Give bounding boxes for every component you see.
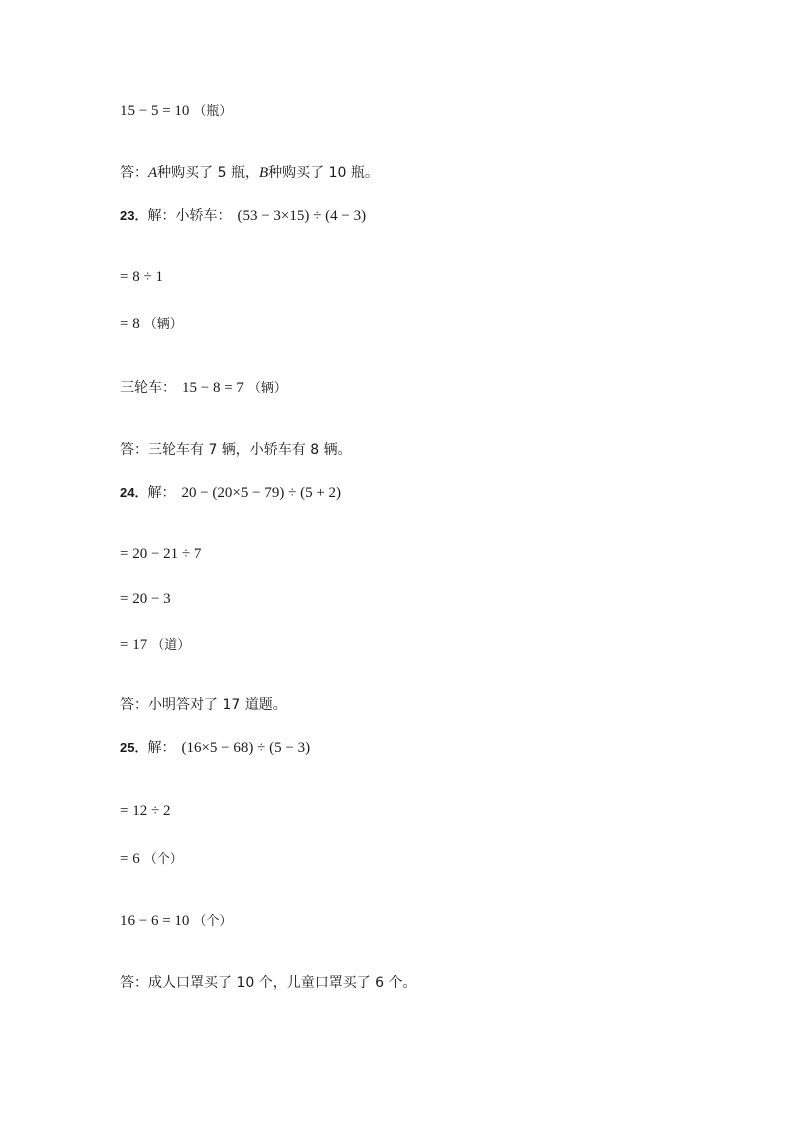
answer-line (120, 164, 379, 182)
equation: = 20 − 21 ÷ 7 (120, 546, 202, 562)
equation: 16 − 6 = 10 (120, 913, 190, 929)
calc-line (120, 850, 183, 869)
problem-25-header (120, 739, 310, 757)
item-label: 三轮车： (120, 380, 176, 396)
variable-b: B (258, 165, 269, 181)
equation: = 8 (120, 316, 140, 332)
unit-label: （个） (193, 914, 233, 929)
unit-label: （个） (143, 852, 183, 867)
answer-text: 答：三轮车有 7 辆，小轿车有 8 辆。 (120, 442, 352, 458)
unit-label: （辆） (247, 381, 287, 396)
calc-line (120, 379, 287, 398)
equation: = 6 (120, 851, 140, 867)
variable-a: A (148, 165, 158, 181)
answer-text: 答：成人口罩买了 10 个，儿童口罩买了 6 个。 (120, 975, 417, 991)
equation: 15 − 8 = 7 (182, 380, 244, 396)
answer-text-a: 种购买了 5 瓶， (157, 165, 259, 181)
equation: 15 − 5 = 10 (120, 103, 190, 119)
answer-text-b: 种购买了 10 瓶。 (268, 165, 379, 181)
calc-line (120, 590, 171, 608)
problem-number: 24． (120, 485, 148, 500)
calc-line (120, 102, 232, 121)
calc-line (120, 545, 201, 563)
answer-line (120, 974, 417, 992)
solution-label: 解： (147, 740, 176, 756)
problem-number: 23． (120, 208, 148, 223)
equation: (16×5 − 68) ÷ (5 − 3) (181, 740, 311, 756)
problem-number: 25． (120, 740, 148, 755)
problem-24-header (120, 484, 341, 502)
equation: (53 − 3×15) ÷ (4 − 3) (237, 208, 367, 224)
solution-label: 解： (147, 485, 176, 501)
calc-line (120, 802, 170, 820)
calc-line (120, 636, 190, 655)
unit-label: （道） (151, 638, 191, 653)
unit-label: （辆） (143, 317, 183, 332)
solution-label: 解：小轿车： (147, 208, 232, 224)
calc-line (120, 912, 232, 931)
equation: 20 − (20×5 − 79) ÷ (5 + 2) (181, 485, 342, 501)
calc-line (120, 268, 163, 286)
answer-line (120, 696, 287, 714)
calc-line (120, 315, 183, 334)
problem-23-header (120, 207, 366, 225)
unit-label: （瓶） (193, 104, 233, 119)
equation: = 12 ÷ 2 (120, 803, 171, 819)
answer-text: 答：小明答对了 17 道题。 (120, 697, 287, 713)
equation: = 20 − 3 (120, 591, 171, 607)
equation: = 8 ÷ 1 (120, 269, 163, 285)
answer-line (120, 441, 352, 459)
answer-prefix: 答： (120, 165, 148, 181)
equation: = 17 (120, 637, 148, 653)
